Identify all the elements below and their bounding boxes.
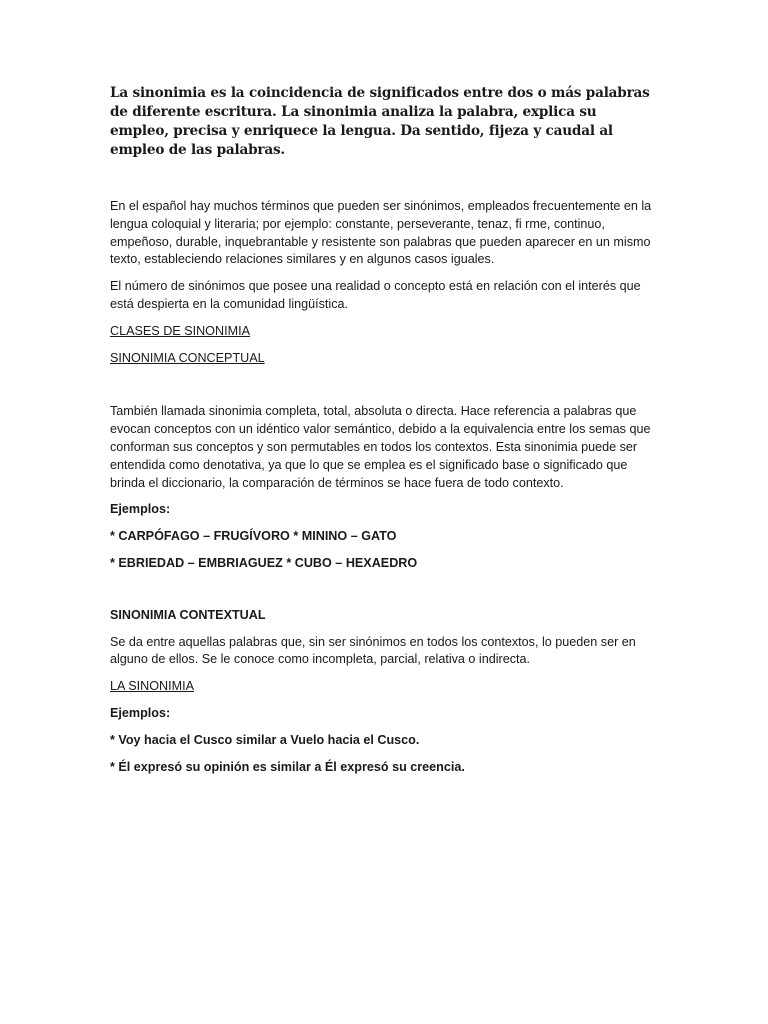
paragraph-synonyms-spanish: En el español hay muchos términos que pueden ser sinónimos, empleados frecuentemente en la lengua coloquial y literaria; por ejemplo: constante, perseverante, tenaz, fi rme, continuo, empeñoso, durable, inquebrantable y resistente son palabras que pueden aparecer en un mismo texto, estableciendo relaciones similares y en algunos casos iguales. — [110, 199, 652, 267]
heading-sinonimia-contextual: SINONIMIA CONTEXTUAL — [110, 607, 266, 622]
heading-la-sinonimia: LA SINONIMIA — [110, 679, 194, 694]
paragraph-contextual: Se da entre aquellas palabras que, sin ser sinónimos en todos los contextos, lo pueden ser en alguno de ellos. Se le conoce como incompleta, parcial, relativa o indirecta. — [110, 634, 636, 667]
document-page — [110, 84, 658, 785]
heading-sinonimia-conceptual: SINONIMIA CONCEPTUAL — [110, 350, 265, 365]
spacer — [110, 376, 658, 403]
ejemplos-label: Ejemplos: — [110, 705, 171, 720]
paragraph-synonym-count: El número de sinónimos que posee una realidad o concepto está en relación con el interés que está despierta en la comunidad lingüística. — [110, 279, 641, 311]
paragraph-conceptual: También llamada sinonimia completa, total, absoluta o directa. Hace referencia a palabras que evocan conceptos con un idéntico valor semántico, debido a la equivalencia entre los semas que conforman sus conceptos y son permutables en todos los contextos. Esta sinonimia puede ser entendida como denotativa, ya que lo que se emplea es el significado base o significado que brinda el diccionario, la comparación de términos se hace fuera de todo contexto. — [110, 404, 651, 490]
intro-paragraph: La sinonimia es la coincidencia de significados entre dos o más palabras de diferente escritura. La sinonimia analiza la palabra, explica su empleo, precisa y enriquece la lengua. Da sentido, fijeza y caudal al empleo de las palabras. — [110, 85, 650, 158]
spacer — [110, 582, 658, 607]
ejemplos-label: Ejemplos: — [110, 502, 171, 517]
example-line: * EBRIEDAD – EMBRIAGUEZ * CUBO – HEXAEDRO — [110, 555, 418, 570]
example-line: * Voy hacia el Cusco similar a Vuelo hacia el Cusco. — [110, 732, 420, 747]
example-line: * Él expresó su opinión es similar a Él expresó su creencia. — [110, 759, 465, 774]
example-line: * CARPÓFAGO – FRUGÍVORO * MININO – GATO — [110, 529, 397, 544]
heading-clases-de-sinonimia: CLASES DE SINONIMIA — [110, 323, 250, 338]
